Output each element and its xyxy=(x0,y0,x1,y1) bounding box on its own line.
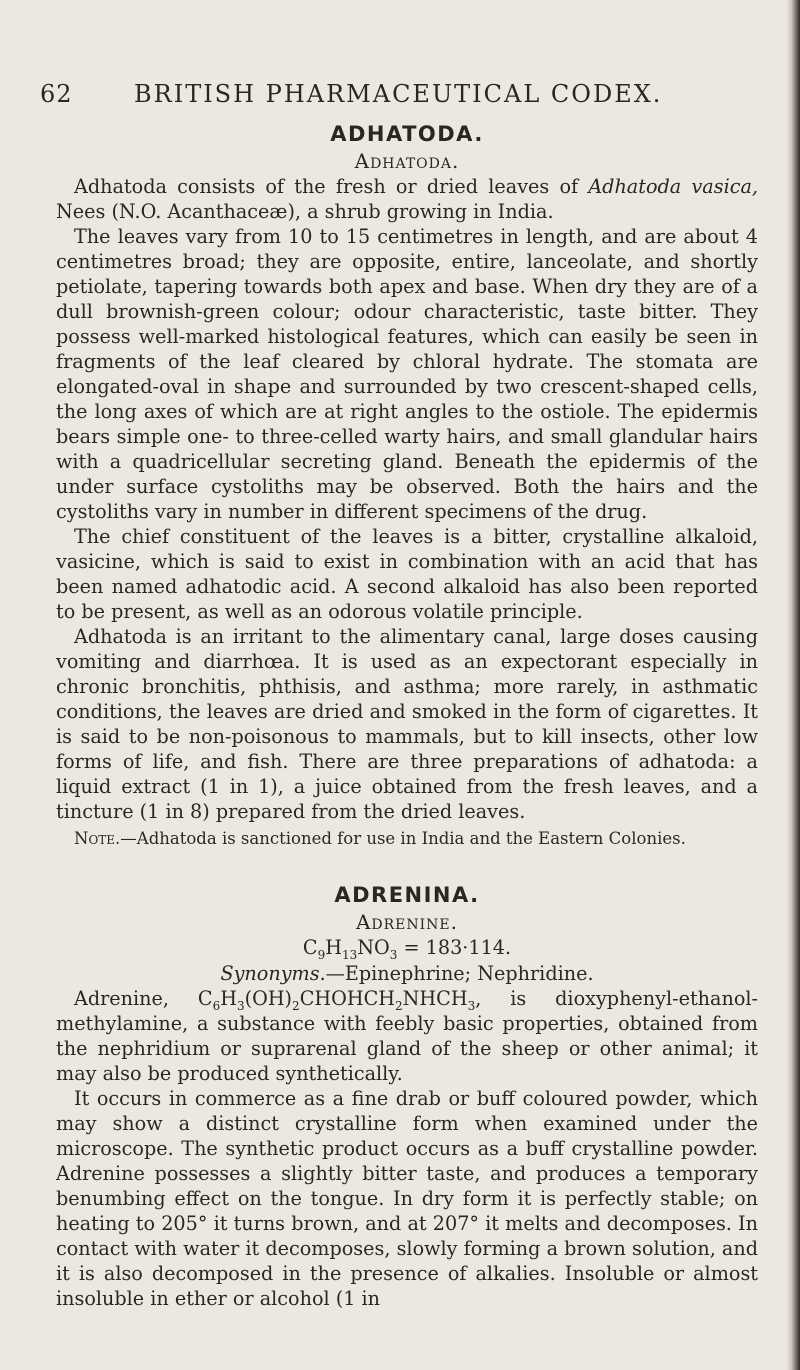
text-run: Adrenine, C xyxy=(74,987,213,1010)
synonyms xyxy=(56,961,758,986)
section-subheading: Adrenine. xyxy=(355,910,459,934)
paragraph: The chief constituent of the leaves is a bitter, crystalline alkaloid, vasicine, which is said to exist in combination with an acid that has been named adhatodic acid. A second alkaloid has also been reported to be present, as well as an odorous volatile principle. xyxy=(56,525,758,623)
formula-subscript: 13 xyxy=(341,947,358,962)
formula-subscript: 9 xyxy=(317,947,326,962)
text-run: (OH) xyxy=(244,987,293,1010)
section-adrenina xyxy=(56,881,758,1311)
note-label: Note. xyxy=(74,829,121,848)
section-heading: ADRENINA. xyxy=(334,883,480,907)
synonyms-label: Synonyms. xyxy=(220,962,326,985)
section-subheading: Adhatoda. xyxy=(354,149,460,173)
page-content xyxy=(56,120,758,1311)
paragraph xyxy=(56,986,758,1086)
paragraph: Adhatoda is an irritant to the alimentary canal, large doses causing vomiting and diarrhœa. It is used as an expectorant especially in chronic bronchitis, phthisis, and asthma; more rarely, in asthmatic conditions, the leaves are dried and smoked in the form of cigarettes. It is said to be non-poisonous to mammals, but to kill insects, other low forms of life, and fish. There are three preparations of adhatoda: a liquid extract (1 in 1), a juice obtained from the fresh leaves, and a tincture (1 in 8) prepared from the dried leaves. xyxy=(56,625,758,823)
paragraph: It occurs in commerce as a fine drab or buff coloured powder, which may show a distinct crystalline form when examined under the microscope. The synthetic product occurs as a buff crystalline powder. Adrenine possesses a slightly bitter taste, and produces a temporary benumbing effect on the tongue. In dry form it is perfectly stable; on heating to 205° it turns brown, and at 207° it melts and decomposes. In contact with water it decomposes, slowly forming a brown solution, and it is also decomposed in the presence of alkalies. Insoluble or almost insoluble in ether or alcohol (1 in xyxy=(56,1087,758,1310)
running-title: BRITISH PHARMACEUTICAL CODEX. xyxy=(134,80,663,108)
note xyxy=(56,826,758,851)
text-run: NHCH xyxy=(402,987,468,1010)
paragraph xyxy=(56,174,758,224)
paragraph: The leaves vary from 10 to 15 centimetres in length, and are about 4 centimetres broad; they are opposite, entire, lanceolate, and shortly petiolate, tapering towards both apex and base. When dry they are of a dull brownish-green colour; odour characteristic, taste bitter. They possess well-marked histological features, which can easily be seen in fragments of the leaf cleared by chloral hydrate. The stomata are elongated-oval in shape and surrounded by two crescent-shaped cells, the long axes of which are at right angles to the ostiole. The epidermis bears simple one- to three-celled warty hairs, and small glandular hairs with a quadricellular secreting gland. Beneath the epidermis of the under surface cystoliths may be observed. Both the hairs and the cystoliths vary in number in different specimens of the drug. xyxy=(56,225,758,523)
formula-subscript: 3 xyxy=(467,998,476,1013)
formula-part: C xyxy=(302,936,318,959)
text-run: Nees (N.O. Acanthaceæ), a shrub growing in India. xyxy=(56,200,554,223)
formula-subscript: 2 xyxy=(292,998,300,1013)
text-run: Adhatoda consists of the fresh or dried leaves of xyxy=(74,175,589,198)
page-edge-shadow xyxy=(786,0,800,1370)
formula-part: NO xyxy=(357,936,390,959)
page-header xyxy=(40,80,760,114)
chemical-formula xyxy=(56,935,758,961)
formula-subscript: 2 xyxy=(394,998,403,1013)
text-run: , is dioxyphenyl-ethanol-methylamine, a substance with feebly basic properties, obtained from the nephridium or suprarenal gland of the sheep or other animal; it may also be produced synthetically. xyxy=(56,987,758,1085)
molecular-weight: = 183·114. xyxy=(397,936,512,959)
formula-subscript: 3 xyxy=(389,947,398,962)
text-run: H xyxy=(220,987,237,1010)
species-name: Adhatoda vasica, xyxy=(588,175,758,198)
section-gap xyxy=(56,851,758,881)
formula-subscript: 3 xyxy=(236,998,245,1013)
section-heading: ADHATODA. xyxy=(330,122,484,146)
note-text: —Adhatoda is sanctioned for use in India and the Eastern Colonies. xyxy=(120,829,686,848)
page-number: 62 xyxy=(40,80,73,108)
formula-subscript: 6 xyxy=(212,998,221,1013)
section-adhatoda xyxy=(56,120,758,851)
synonyms-text: —Epinephrine; Nephridine. xyxy=(325,962,594,985)
text-run: CHOHCH xyxy=(299,987,395,1010)
formula-part: H xyxy=(325,936,342,959)
